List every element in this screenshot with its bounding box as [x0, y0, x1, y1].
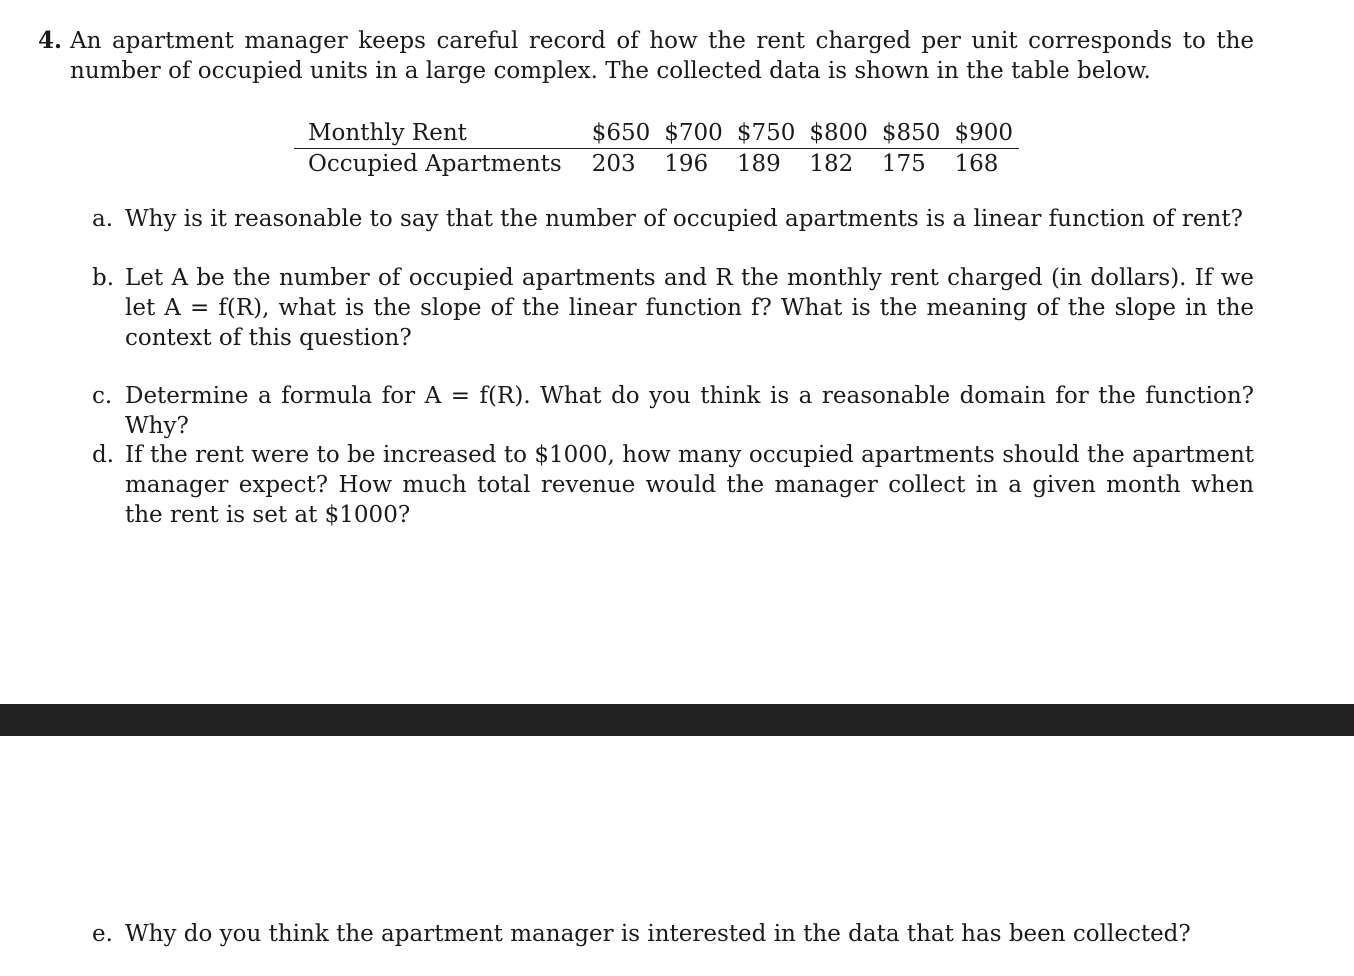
part-e	[92, 919, 1254, 949]
rent-cell: $650	[584, 118, 657, 149]
part-a	[92, 204, 1254, 234]
part-text: If the rent were to be increased to $1000, how many occupied apartments should the apartment manager expect? How much total revenue would the manager collect in a given month when the rent is set at $1000?	[125, 442, 1254, 528]
row-header-rent: Monthly Rent	[294, 118, 584, 149]
problem-intro: An apartment manager keeps careful record of how the rent charged per unit corresponds to the number of occupied units in a large complex. The collected data is shown in the table below.	[70, 28, 1254, 84]
part-label: d.	[92, 442, 115, 468]
rent-cell: $900	[946, 118, 1019, 149]
rent-row	[294, 118, 1019, 149]
part-text: Why is it reasonable to say that the number of occupied apartments is a linear function of rent?	[125, 206, 1243, 232]
problem-4	[38, 26, 1254, 86]
occupied-row	[294, 149, 1019, 180]
rent-cell: $700	[656, 118, 729, 149]
rent-cell: $850	[874, 118, 947, 149]
part-label: c.	[92, 383, 113, 409]
occupied-cell: 182	[809, 151, 854, 177]
occupied-cell: 203	[591, 151, 636, 177]
part-label: e.	[92, 921, 113, 947]
part-text: Determine a formula for A = f(R). What do you think is a reasonable domain for the function? Why?	[125, 383, 1254, 439]
occupied-cell: 196	[664, 151, 709, 177]
part-label: a.	[92, 206, 114, 232]
row-header-occupied: Occupied Apartments	[308, 151, 562, 177]
rent-occupancy-table	[294, 118, 1019, 179]
part-c	[92, 381, 1254, 441]
rent-cell: $750	[729, 118, 802, 149]
part-text: Let A be the number of occupied apartments and R the monthly rent charged (in dollars). If we let A = f(R), what is the slope of the linear function f? What is the meaning of the slope in the context of this question?	[125, 265, 1254, 351]
occupied-cell: 189	[736, 151, 781, 177]
problem-number: 4.	[38, 27, 63, 54]
part-d	[92, 440, 1254, 530]
part-text: Why do you think the apartment manager is interested in the data that has been collected?	[125, 921, 1191, 947]
part-b	[92, 263, 1254, 353]
part-label: b.	[92, 265, 115, 291]
page-separator-band	[0, 704, 1354, 736]
problem-statement	[38, 26, 1254, 86]
rent-cell: $800	[801, 118, 874, 149]
occupied-cell: 168	[954, 151, 999, 177]
occupied-cell: 175	[881, 151, 926, 177]
